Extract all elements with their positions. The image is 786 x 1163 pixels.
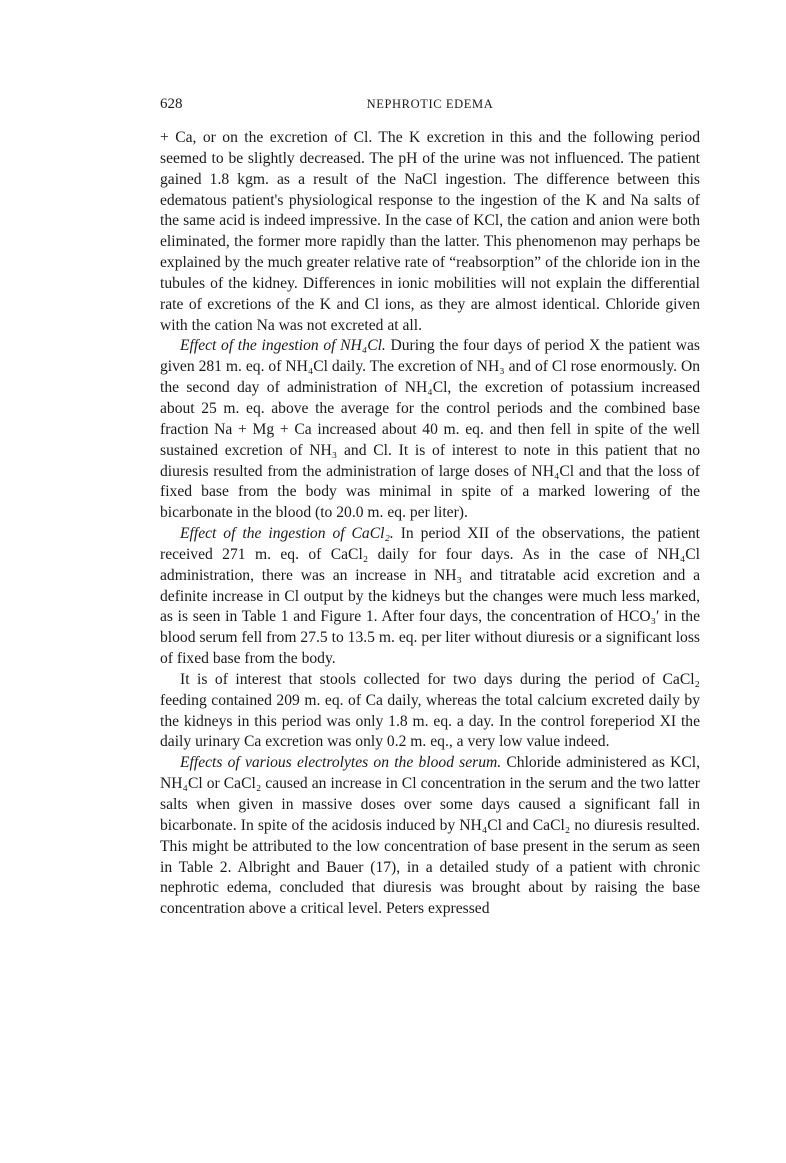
paragraph-text: + Ca, or on the excretion of Cl. The K excretion in this and the following period seemed to be slightly decreased. The pH of the urine was not influenced. The patient gained 1.8 kgm. as a result of the NaCl ingestion. The difference between this edematous patient's physiological response to the ingestion of the K and Na salts of the same acid is indeed impressive. In the case of KCl, the cation and anion were both eliminated, the former more rapidly than the latter. This phenomenon may perhaps be explained by the much greater relative rate of “reabsorption” of the chloride ion in the tubules of the kidney. Differences in ionic mobilities will not explain the differential rate of excretions of the K and Cl ions, as they are almost identical. Chloride given with the cation Na was not excreted at all. <box>160 129 700 334</box>
paragraph-text: Chloride administered as KCl, NH₄Cl or CaCl₂ caused an increase in Cl concentration in the serum and the two latter salts when given in massive doses over some days caused a significant fall in bicarbonate. In spite of the acidosis induced by NH₄Cl and CaCl₂ no diuresis resulted. This might be attributed to the low concentration of base present in the serum as seen in Table 2. Albright and Bauer (17), in a detailed study of a patient with chronic nephrotic edema, concluded that diuresis was brought about by raising the base concentration above a critical level. Peters expressed <box>160 754 700 918</box>
body-text <box>160 128 700 920</box>
paragraph-nh4cl <box>160 336 700 524</box>
paragraph-stools <box>160 670 700 753</box>
running-title: NEPHROTIC EDEMA <box>366 97 494 111</box>
paragraph-heading: Effect of the ingestion of NH₄Cl. <box>180 337 386 355</box>
paragraph-text: In period XII of the observations, the patient received 271 m. eq. of CaCl₂ daily for four days. As in the case of NH₄Cl administration, there was an increase in NH₃ and titratable acid excretion and a definite increase in Cl output by the kidneys but the changes were much less marked, as is seen in Table 1 and Figure 1. After four days, the concentration of HCO₃′ in the blood serum fell from 27.5 to 13.5 m. eq. per liter without diuresis or a significant loss of fixed base from the body. <box>160 525 701 668</box>
paragraph-text: During the four days of period X the patient was given 281 m. eq. of NH₄Cl daily. The excretion of NH₃ and of Cl rose enormously. On the second day of administration of NH₄Cl, the excretion of potassium increased about 25 m. eq. above the average for the control periods and the combined base fraction Na + Mg + Ca increased about 40 m. eq. and then fell in spite of the well sustained excretion of NH₃ and Cl. It is of interest to note in this patient that no diuresis resulted from the administration of large doses of NH₄Cl and that the loss of fixed base from the body was minimal in spite of a marked lowering of the bicarbonate in the blood (to 20.0 m. eq. per liter). <box>160 337 700 522</box>
paragraph-cacl2 <box>160 524 700 670</box>
page-header <box>160 96 700 118</box>
paragraph-text: It is of interest that stools collected for two days during the period of CaCl₂ feeding contained 209 m. eq. of Ca daily, whereas the total calcium excreted daily by the kidneys in this period was only 1.8 m. eq. a day. In the control foreperiod XI the daily urinary Ca excretion was only 0.2 m. eq., a very low value indeed. <box>160 670 700 751</box>
paragraph-continuation <box>160 128 700 336</box>
page-number: 628 <box>160 96 183 112</box>
paragraph-heading: Effect of the ingestion of CaCl₂. <box>180 525 394 543</box>
paragraph-serum <box>160 753 700 920</box>
paragraph-heading: Effects of various electrolytes on the blood serum. <box>180 754 502 772</box>
